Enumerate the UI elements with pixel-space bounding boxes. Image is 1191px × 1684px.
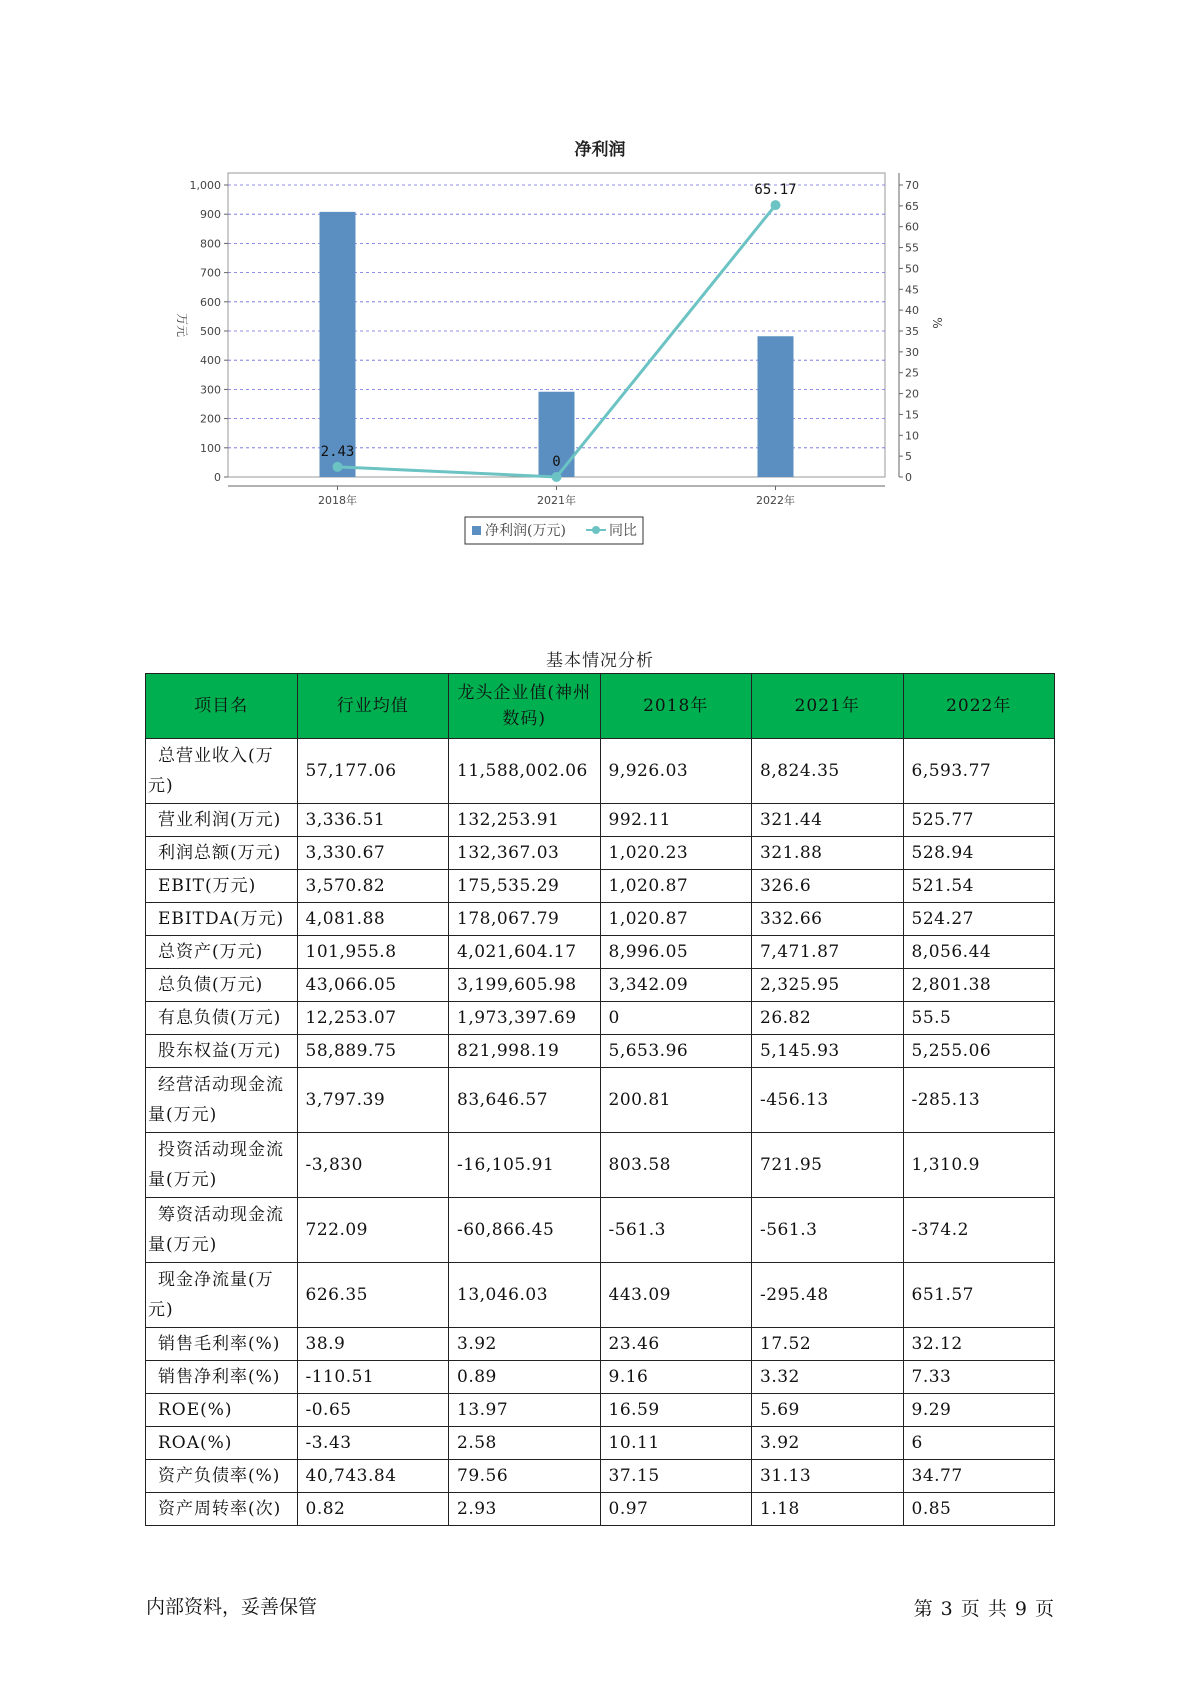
table-cell: -3.43 <box>297 1427 449 1460</box>
y-tick-label-right: 50 <box>905 262 919 276</box>
table-row <box>146 1328 1055 1361</box>
y-tick-label-right: 20 <box>905 387 919 401</box>
y-tick-label-right: 55 <box>905 241 919 255</box>
table-cell: 58,889.75 <box>297 1035 449 1068</box>
x-tick-label: 2018年 <box>318 494 357 507</box>
y-tick-label-right: 35 <box>905 325 919 338</box>
table-row <box>146 903 1055 936</box>
table-cell: -110.51 <box>297 1361 449 1394</box>
table-cell: -561.3 <box>600 1198 752 1263</box>
table-cell: 0.89 <box>449 1361 601 1394</box>
table-cell: 3,330.67 <box>297 837 449 870</box>
table-cell: 9.29 <box>903 1394 1055 1427</box>
table-cell: 178,067.79 <box>449 903 601 936</box>
table-cell: 1,310.9 <box>903 1133 1055 1198</box>
chart-title: 净利润 <box>574 140 626 160</box>
table-cell: 8,824.35 <box>752 739 904 804</box>
y-tick-label-right: 70 <box>905 179 919 192</box>
table-cell: 3.92 <box>752 1427 904 1460</box>
table-cell: 3,336.51 <box>297 804 449 837</box>
table-row <box>146 1263 1055 1328</box>
bar-2018年 <box>320 212 356 477</box>
table-cell: 803.58 <box>600 1133 752 1198</box>
table-cell: 721.95 <box>752 1133 904 1198</box>
legend-line-marker <box>592 526 600 534</box>
y-tick-label-right: 40 <box>905 304 919 318</box>
yoy-data-label: 2.43 <box>320 443 355 460</box>
row-label: ROE(%) <box>146 1394 298 1427</box>
footer-page-number: 第 3 页 共 9 页 <box>913 1598 1055 1620</box>
header-2021: 2021年 <box>752 674 904 739</box>
legend-line-label: 同比 <box>609 523 637 539</box>
row-label: 销售净利率(%) <box>146 1361 298 1394</box>
table-row <box>146 936 1055 969</box>
row-label: 筹资活动现金流量(万元) <box>146 1198 298 1263</box>
row-label: 销售毛利率(%) <box>146 1328 298 1361</box>
table-row <box>146 1198 1055 1263</box>
table-cell: 0.82 <box>297 1493 449 1526</box>
legend-bar-label: 净利润(万元) <box>485 523 566 539</box>
bar-2022年 <box>758 336 794 477</box>
row-label: 股东权益(万元) <box>146 1035 298 1068</box>
table-cell: 4,021,604.17 <box>449 936 601 969</box>
table-cell: 17.52 <box>752 1328 904 1361</box>
table-cell: 9,926.03 <box>600 739 752 804</box>
table-cell: 32.12 <box>903 1328 1055 1361</box>
table-cell: -60,866.45 <box>449 1198 601 1263</box>
table-cell: 11,588,002.06 <box>449 739 601 804</box>
table-cell: 528.94 <box>903 837 1055 870</box>
table-row <box>146 1002 1055 1035</box>
table-caption: 基本情况分析 <box>546 651 654 671</box>
table-row <box>146 1361 1055 1394</box>
table-cell: 0 <box>600 1002 752 1035</box>
table-cell: 5.69 <box>752 1394 904 1427</box>
table-row <box>146 1460 1055 1493</box>
table-cell: 2,801.38 <box>903 969 1055 1002</box>
table-cell: 26.82 <box>752 1002 904 1035</box>
table-row <box>146 837 1055 870</box>
table-cell: 101,955.8 <box>297 936 449 969</box>
legend-bar-swatch <box>472 526 481 535</box>
table-cell: 5,653.96 <box>600 1035 752 1068</box>
table-cell: 2.58 <box>449 1427 601 1460</box>
header-2022: 2022年 <box>903 674 1055 739</box>
table-cell: 3,797.39 <box>297 1068 449 1133</box>
row-label: 有息负债(万元) <box>146 1002 298 1035</box>
table-row <box>146 739 1055 804</box>
basic-analysis-table <box>145 673 1055 1526</box>
table-cell: 1,020.23 <box>600 837 752 870</box>
table-cell: 34.77 <box>903 1460 1055 1493</box>
y-tick-label-left: 900 <box>200 208 221 222</box>
table-cell: 7,471.87 <box>752 936 904 969</box>
row-label: 总资产(万元) <box>146 936 298 969</box>
table-cell: -285.13 <box>903 1068 1055 1133</box>
table-cell: 651.57 <box>903 1263 1055 1328</box>
table-cell: -561.3 <box>752 1198 904 1263</box>
table-cell: 10.11 <box>600 1427 752 1460</box>
yoy-point <box>771 200 781 210</box>
table-cell: 9.16 <box>600 1361 752 1394</box>
table-cell: 722.09 <box>297 1198 449 1263</box>
y-tick-label-left: 400 <box>200 354 221 368</box>
table-row <box>146 969 1055 1002</box>
header-industry-average: 行业均值 <box>297 674 449 739</box>
y-tick-label-right: 30 <box>905 345 919 359</box>
table-cell: -16,105.91 <box>449 1133 601 1198</box>
table-cell: 37.15 <box>600 1460 752 1493</box>
table-cell: 13.97 <box>449 1394 601 1427</box>
y-tick-label-right: 15 <box>905 408 919 422</box>
table-cell: 13,046.03 <box>449 1263 601 1328</box>
table-cell: 3.92 <box>449 1328 601 1361</box>
yoy-point <box>552 472 562 482</box>
y-tick-label-left: 100 <box>200 441 221 455</box>
chart-canvas <box>140 130 1040 600</box>
y-tick-label-left: 200 <box>200 412 221 426</box>
table-cell: 3,342.09 <box>600 969 752 1002</box>
table-cell: -3,830 <box>297 1133 449 1198</box>
chart-legend <box>465 517 643 544</box>
net-profit-chart <box>140 130 1040 600</box>
y-tick-label-right: 25 <box>905 366 919 380</box>
table-cell: 79.56 <box>449 1460 601 1493</box>
table-cell: 40,743.84 <box>297 1460 449 1493</box>
table-cell: 2.93 <box>449 1493 601 1526</box>
y-tick-label-right: 65 <box>905 199 919 213</box>
table-row <box>146 870 1055 903</box>
table-row <box>146 1068 1055 1133</box>
table-cell: 0.85 <box>903 1493 1055 1526</box>
y-tick-label-right: 5 <box>905 450 912 464</box>
table-cell: 521.54 <box>903 870 1055 903</box>
y-tick-label-left: 300 <box>200 383 221 397</box>
yoy-data-label: 65.17 <box>754 182 797 199</box>
table-cell: 4,081.88 <box>297 903 449 936</box>
row-label: EBIT(万元) <box>146 870 298 903</box>
yoy-data-label: 0 <box>552 454 561 470</box>
y-tick-label-left: 0 <box>214 471 221 484</box>
table-cell: 524.27 <box>903 903 1055 936</box>
table-cell: 1.18 <box>752 1493 904 1526</box>
table-cell: 7.33 <box>903 1361 1055 1394</box>
table-cell: 992.11 <box>600 804 752 837</box>
table-cell: 12,253.07 <box>297 1002 449 1035</box>
row-label: 投资活动现金流量(万元) <box>146 1133 298 1198</box>
table-row <box>146 1035 1055 1068</box>
table-cell: 132,367.03 <box>449 837 601 870</box>
row-label: 总营业收入(万元) <box>146 739 298 804</box>
x-tick-label: 2022年 <box>756 494 795 507</box>
y-tick-label-left: 1,000 <box>189 179 221 192</box>
table-cell: 321.44 <box>752 804 904 837</box>
header-leader-value: 龙头企业值(神州数码) <box>449 674 601 739</box>
table-cell: -295.48 <box>752 1263 904 1328</box>
table-cell: 43,066.05 <box>297 969 449 1002</box>
y-tick-label-left: 500 <box>200 325 221 338</box>
table-cell: 326.6 <box>752 870 904 903</box>
table-cell: 321.88 <box>752 837 904 870</box>
table-cell: 200.81 <box>600 1068 752 1133</box>
table-cell: 175,535.29 <box>449 870 601 903</box>
table-cell: 525.77 <box>903 804 1055 837</box>
table-cell: 2,325.95 <box>752 969 904 1002</box>
y-tick-label-right: 60 <box>905 220 919 234</box>
row-label: 营业利润(万元) <box>146 804 298 837</box>
table-cell: 443.09 <box>600 1263 752 1328</box>
table-header-row <box>146 674 1055 739</box>
table-cell: 332.66 <box>752 903 904 936</box>
table-cell: 0.97 <box>600 1493 752 1526</box>
header-item-name: 项目名 <box>146 674 298 739</box>
table-cell: 31.13 <box>752 1460 904 1493</box>
table-cell: 6,593.77 <box>903 739 1055 804</box>
table-cell: -374.2 <box>903 1198 1055 1263</box>
table-body <box>146 739 1055 1526</box>
y-axis-title-right: % <box>930 317 944 329</box>
row-label: ROA(%) <box>146 1427 298 1460</box>
row-label: 总负债(万元) <box>146 969 298 1002</box>
table-row <box>146 1427 1055 1460</box>
y-tick-label-right: 10 <box>905 429 919 443</box>
y-tick-label-right: 45 <box>905 283 919 297</box>
row-label: 利润总额(万元) <box>146 837 298 870</box>
table-row <box>146 1394 1055 1427</box>
table-cell: 626.35 <box>297 1263 449 1328</box>
header-2018: 2018年 <box>600 674 752 739</box>
table-cell: 55.5 <box>903 1002 1055 1035</box>
table-cell: 16.59 <box>600 1394 752 1427</box>
table-cell: 5,255.06 <box>903 1035 1055 1068</box>
table-cell: 3,570.82 <box>297 870 449 903</box>
table-cell: 1,020.87 <box>600 903 752 936</box>
row-label: EBITDA(万元) <box>146 903 298 936</box>
y-tick-label-left: 800 <box>200 237 221 251</box>
table-cell: 3.32 <box>752 1361 904 1394</box>
table-cell: 821,998.19 <box>449 1035 601 1068</box>
table-cell: -0.65 <box>297 1394 449 1427</box>
y-axis-title-left: 万元 <box>175 312 189 338</box>
table-cell: 132,253.91 <box>449 804 601 837</box>
table-cell: 1,973,397.69 <box>449 1002 601 1035</box>
row-label: 现金净流量(万元) <box>146 1263 298 1328</box>
table-cell: 38.9 <box>297 1328 449 1361</box>
yoy-point <box>333 462 343 472</box>
table-cell: 8,996.05 <box>600 936 752 969</box>
footer-confidential-note: 内部资料，妥善保管 <box>146 1596 318 1618</box>
y-tick-label-left: 700 <box>200 266 221 280</box>
table-cell: 8,056.44 <box>903 936 1055 969</box>
table-row <box>146 1493 1055 1526</box>
y-tick-label-left: 600 <box>200 295 221 309</box>
table-cell: 1,020.87 <box>600 870 752 903</box>
table-cell: 6 <box>903 1427 1055 1460</box>
table-row <box>146 1133 1055 1198</box>
table-cell: 83,646.57 <box>449 1068 601 1133</box>
row-label: 资产周转率(次) <box>146 1493 298 1526</box>
table-cell: 3,199,605.98 <box>449 969 601 1002</box>
row-label: 经营活动现金流量(万元) <box>146 1068 298 1133</box>
table-cell: -456.13 <box>752 1068 904 1133</box>
table-cell: 57,177.06 <box>297 739 449 804</box>
y-tick-label-right: 0 <box>905 471 912 484</box>
table-cell: 5,145.93 <box>752 1035 904 1068</box>
row-label: 资产负债率(%) <box>146 1460 298 1493</box>
table-cell: 23.46 <box>600 1328 752 1361</box>
table-row <box>146 804 1055 837</box>
x-tick-label: 2021年 <box>537 494 576 507</box>
